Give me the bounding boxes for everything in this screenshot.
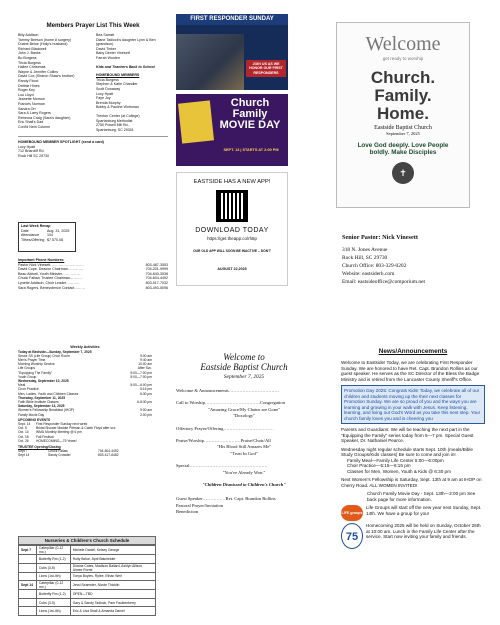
activity-name: Youth Group	[18, 374, 37, 379]
contact-line: Rock Hill, SC 29730	[342, 255, 388, 261]
activity-time: 6:30 pm	[140, 391, 152, 396]
nursery-room: Butterfly Rm (1-2)	[36, 590, 70, 599]
order-line: Welcome & Announcements……………………………	[176, 388, 280, 393]
nursery-date: Sept 7	[19, 546, 37, 555]
last-week-box	[18, 222, 76, 252]
activity-name: Men, Ladies, Youth and Children Classes	[18, 391, 79, 396]
upcoming-date: Oct. 18	[18, 434, 29, 439]
activity-name: Choir Practice	[18, 387, 39, 392]
nursery-title: Nurseries & Children's Church Schedule	[18, 536, 156, 545]
phone-number: 704-840-3538	[145, 271, 168, 276]
news-title: News/Announcements	[378, 348, 448, 355]
phone-number: 803-493-5096	[145, 285, 168, 290]
news-wednesday: Wednesday night regular schedule starts Sept. 10th (meals/Bible Study Groups/Kids classes) Be sure to come and join in!	[341, 446, 473, 457]
upcoming-event: Fall Festival	[36, 434, 54, 439]
contact-line: Email: eastsideoffice@comporium.net	[342, 279, 426, 285]
nursery-workers: Michele Daniel, Kelsey George	[70, 546, 155, 555]
prayer-name: David Tinker	[96, 46, 116, 51]
order-line: "Doxology"	[232, 413, 256, 419]
phone-name: Chuck Fallaw, Trustee Chairman……….	[18, 276, 82, 281]
order-line: Guest Speaker……………Ret. Capt. Brandon Rollins	[176, 496, 276, 502]
prayer-name: Conf'd Next Column	[18, 124, 51, 129]
prayer-name: Baby Dexter Vinesett	[96, 51, 130, 56]
nursery-row	[19, 590, 156, 599]
activity-name: Senior SS (Life Group) Choir Room	[18, 353, 70, 358]
nursery-room: Lions (1st-4th)	[36, 572, 70, 581]
spotlight-line: Rock Hill SC 29730	[18, 154, 50, 159]
recap-label: Tithes/Offering	[21, 237, 45, 242]
trustee-date: Sept 7	[18, 449, 28, 454]
wednesday-item: Classes for Men, Women, Youth & Kids @ 6:30 pm	[347, 468, 451, 474]
activity-time: 9:00 am	[140, 408, 152, 413]
app-note: OUR OLD APP WILL SOON BE INACTIVE – DON'T	[193, 249, 271, 253]
qr-code-icon	[216, 190, 248, 222]
spotlight-line: Lucy Hyatt	[18, 144, 35, 149]
nursery-row	[19, 563, 156, 572]
activity-time: 5:00—7:00 pm	[130, 374, 152, 379]
movie-screen	[178, 100, 214, 143]
activity-time: 6-8:30 pm	[137, 400, 152, 405]
nursery-room: Cubs (3-5)	[36, 598, 70, 607]
news-homecoming: Homecoming 2025 will be held on Sunday, October 26th at 10:00 am. Lunch in the Family Life Center after the service. Start now inviting your family and friends.	[366, 523, 481, 539]
order-line: Benediction	[176, 509, 199, 515]
prayer-name: Bo Burgess	[18, 55, 37, 60]
cover-date: September 7, 2025	[386, 131, 420, 136]
phone-number: 803-487-3553	[145, 262, 168, 267]
phone-number: 803-517-7032	[145, 280, 168, 285]
app-title: EASTSIDE HAS A NEW APP!	[193, 179, 271, 185]
trustee-phone: 803-417-6482	[98, 453, 119, 458]
wednesday-item: Family Meal—Family Life Center 5:00—6:00pm	[347, 457, 444, 463]
nursery-workers: Holly Belue, April Batchelder	[70, 555, 155, 564]
kids-title: Kids and Teachers Back to School	[96, 64, 155, 69]
activity-time: 2:00 pm	[140, 412, 152, 417]
trustee-title: TRUSTEE Opening/Closing	[18, 445, 61, 450]
recap-value: Aug. 31, 2025	[47, 228, 70, 233]
activity-time: 9:40 am	[140, 358, 152, 362]
app-poster	[176, 172, 288, 286]
trustee-date: Sept 14	[18, 453, 30, 458]
activity-name: Men's Prayer Time	[18, 358, 46, 362]
prayer-name: Tricia Burgess	[18, 60, 41, 65]
app-download: DOWNLOAD TODAY	[195, 227, 269, 234]
activity-name: Morning Worship Service	[18, 362, 55, 367]
news-life: Life Groups will start off the new year next Sunday, Sept. 14th. We have a group for you!	[366, 505, 482, 516]
cover-slogan-1: Love God deeply. Love People	[357, 142, 449, 149]
promotion-box	[341, 385, 485, 424]
order-welcome: Welcome to	[223, 352, 265, 362]
phone-name: Lynette Addison, Choir Leader…………	[18, 280, 81, 285]
fr-title: FIRST RESPONDER SUNDAY	[176, 14, 288, 25]
prayer-name: Richard Blackwell	[18, 46, 47, 51]
activity-heading: Saturday, September 13, 2025	[18, 404, 65, 409]
phone-number: 704-604-4492	[145, 276, 168, 281]
activity-time: 5:00—7:00 pm	[130, 370, 152, 375]
prayer-name: Rebecca Craig (Sara's daughter)	[18, 115, 71, 120]
prayer-name: Billy Addison	[18, 33, 39, 37]
movie-date: SEPT. 13 | STARTS AT 2:00 PM	[223, 148, 279, 152]
activity-name: "Equipping The Family"	[18, 370, 53, 375]
upcoming-date: Sept. 14	[18, 422, 31, 427]
trustee-row	[18, 453, 152, 457]
activity-time: 5:15 pm	[140, 387, 152, 392]
phone-name: Sara Rogers, Benevolence Contact………	[18, 285, 86, 290]
prayer-name: Hallee Christmas	[18, 65, 46, 70]
nursery-room: Lions (1st-4th)	[36, 607, 70, 616]
activity-name: Meal	[18, 383, 26, 388]
nursery-workers: Tonya Boyles, Rylee, Ethan Weir	[70, 572, 155, 581]
order-line: Praise/Worship……………………Praise/Choir/All	[176, 438, 271, 444]
nursery-date: Sept 14	[19, 581, 37, 590]
prayer-name: Diane Tadlock's daughter Lynn & Ben (grandson)	[96, 37, 156, 47]
nursery-room: Caterpillar (0-12 mo.)	[36, 581, 70, 590]
news-promo: Promotion Day 2025: Congrats Kids! Today, we celebrate all of our children and students moving up the their next classes for Promotion Sunday. We are so proud of you and the ways you are learning and growing in your walk with Jesus. Keep listening, learning, and living out God's Word as you take this next step. Your church family loves you and is cheering you	[344, 388, 481, 421]
order-date: September 7, 2025	[223, 374, 265, 380]
order-line: "Trust In God"	[230, 450, 258, 456]
activity-row	[18, 413, 152, 417]
recap-label: Date	[21, 228, 29, 233]
activities-title: Weekly Activities	[70, 345, 100, 349]
activity-heading: Wednesday, September 10, 2025	[18, 379, 69, 384]
prayer-name: Randy Flood	[18, 78, 39, 83]
spotlight-line: 712 Briarcliff Rd.	[18, 149, 45, 154]
nursery-date	[19, 563, 37, 572]
prayer-left-column	[18, 33, 90, 132]
homebound-member: Scott Dunaway	[96, 86, 121, 91]
phones-title: Important Phone Numbers:	[18, 258, 65, 262]
nursery-room: Caterpillar (0-12 mo.)	[36, 546, 70, 555]
order-line: Call to Worship………………………………Congregation	[176, 400, 286, 406]
upcoming-date: Oct. 5	[18, 426, 27, 431]
nursery-workers: Jessi Seamster, Nicole Thicklin	[70, 581, 155, 590]
nursery-row	[19, 555, 156, 564]
upcoming-date: Oct. 26	[18, 438, 29, 443]
activity-name: Life Groups	[18, 366, 36, 371]
cover-card	[336, 22, 470, 208]
first-responder-poster	[176, 14, 288, 90]
facility-line: Spartanburg, SC 29301	[96, 127, 134, 132]
order-church: Eastside Baptist Church	[200, 362, 288, 372]
homebound-member: Faye Joy	[96, 96, 111, 101]
nursery-row	[19, 598, 156, 607]
prayer-name: Farrah Wooten	[96, 55, 120, 60]
upcoming-event: HOMECOMING—75 Years!	[36, 438, 77, 443]
spotlight-title: HOMEBOUND MEMBER SPOTLIGHT (send a card)	[18, 140, 104, 145]
last-week-title: Last Week Recap	[21, 224, 51, 228]
activity-name: Women's Fellowship Breakfast (IHOP)	[18, 408, 75, 413]
facility-line: Trenton Center (at College)	[96, 113, 140, 118]
app-date: AUGUST 22,2025	[217, 267, 247, 271]
prayer-name: Sandra Orr	[18, 106, 36, 111]
contact-line: Website: eastsiderh.com	[342, 271, 395, 277]
activity-time: 9:00 am	[140, 353, 152, 358]
recap-value: $7,570.08	[47, 237, 63, 242]
homebound-title: HOMEBOUND MEMBERS	[96, 73, 140, 78]
prayer-name: Debbie Hines	[18, 83, 40, 88]
upcoming-row	[18, 439, 152, 443]
prayer-name: Roger Key	[18, 88, 35, 93]
homebound-member: Bobby & Pauline Workman	[96, 105, 139, 110]
prayer-right-column	[96, 33, 168, 132]
homebound-member: Stephen & Katie Chandler	[96, 82, 138, 87]
activity-time: 10:00 am	[138, 362, 152, 367]
phone-name: Beau Abbott, Youth Minister……………	[18, 271, 81, 276]
trustee-name: Sandy Crowder	[48, 453, 71, 458]
order-line: Special……………………………………………	[176, 463, 268, 469]
app-url: https://get.theapp.co/rh8p	[207, 236, 257, 241]
fr-photo	[176, 34, 244, 90]
prayer-name: Duane Belue (Holly's husband)	[18, 42, 68, 47]
order-of-worship	[176, 352, 312, 516]
movie-title: Church Family MOVIE DAY	[219, 97, 281, 131]
nursery-date	[19, 572, 37, 581]
nursery-workers: Eric & Lisa Shall & Amanda Daniel	[70, 607, 155, 616]
wednesday-item: Choir Practice—5:15—6:15 pm	[347, 463, 411, 468]
activity-name: Faith Bible Institute Classes	[18, 400, 59, 405]
prayer-name: Eric Shall's Dad	[18, 120, 44, 125]
nursery-room: Butterfly Rm (1-2)	[36, 555, 70, 564]
prayer-name: Tammy Beeson (home 8 surgery)	[18, 37, 72, 42]
cover-home: Home.	[377, 104, 429, 123]
phone-name: David Cope, Deacon Chairman………….	[18, 267, 84, 272]
lifegroups-logo-icon: LIFE groups	[341, 505, 363, 521]
prayer-name: John J. Banks	[18, 51, 41, 56]
cover-welcome: Welcome	[365, 33, 441, 55]
facility-line: 2750 Powell Mill Rd.,	[96, 123, 130, 128]
news-parents: Parents and Guardians: We will be teaching the next part in the "Equipping the Family" series today from 5—7 pm. Special Guest Speaker, Dr. Nathaniel Pearce.	[341, 427, 474, 443]
upcoming-date: Oct. 14	[18, 430, 29, 435]
news-panel	[341, 348, 485, 549]
nursery-workers: OPEN—TBD	[70, 590, 155, 599]
pastor-info	[342, 234, 492, 286]
order-line: "You've Already Won."	[222, 469, 266, 475]
news-welcome: Welcome to Eastside! Today, we are celebrating First Responder Sunday. We are honored to have Ret. Capt. Brandon Rollins as our guest speaker. He serves as the SC Director of the Bless the Badge Ministry and is retired from the Lancaster County Sheriff's Office.	[341, 360, 480, 382]
phone-number: 704-201-9999	[145, 267, 168, 272]
nursery-date	[19, 598, 37, 607]
nursery-room: Cubs (3-5)	[36, 563, 70, 572]
homebound-member: Tricia Burgess	[96, 77, 119, 82]
order-line: "Amazing Grace/My Chains are Gone"	[207, 406, 281, 412]
order-line: Offertory Prayer/Offering……………………………	[176, 425, 274, 431]
news-movie: Church Family Movie Day - Sept. 13th—2:00 pm See back page for more information.	[367, 491, 476, 502]
nursery-date	[19, 555, 37, 564]
nursery-workers: Dianne Cates, Madison Ballard, Ashlyn Allison, Aimee Rorrie	[70, 563, 155, 572]
recap-label: Attendance	[21, 233, 40, 238]
church-logo-icon: ✝	[392, 162, 414, 184]
activity-heading: Today at Eastside—Sunday, September 7, 2025	[18, 349, 92, 354]
recap-row	[21, 238, 73, 243]
cover-slogan-2: boldly. Make Disciples	[369, 149, 437, 156]
fr-honor: JOIN US AS WE HONOR OUR FIRST RESPONDERS	[246, 60, 286, 77]
prayer-name: David Cox (Sharon Shaw's brother)	[18, 74, 75, 79]
upcoming-event: WMU Monthly Meeting @ 6 pm	[36, 430, 82, 435]
cover-tag: get ready to worship	[382, 56, 424, 61]
news-women: Next Women's Fellowship is Saturday, Sept. 13th at 9 am at IHOP on Cherry Road. ALL WOMEN INVITED!	[341, 477, 482, 488]
upcoming-event: Bridal Shower Maddie Pittman & Caleb Floyd after svc	[36, 426, 116, 431]
nursery-row	[19, 581, 156, 590]
cover-family: Family.	[374, 86, 432, 105]
homecoming-badge-icon: 75	[341, 523, 363, 549]
prayer-name: Jeanette Morrow	[18, 97, 45, 102]
upcoming-event: First Responder Sunday next week	[36, 422, 88, 427]
activity-heading: Thursday, September 11, 2025	[18, 395, 66, 400]
pastor-label: Senior Pastor: Nick Vinesett	[342, 234, 418, 241]
nursery-row	[19, 572, 156, 581]
contact-line: Church Office: 803-329-0202	[342, 263, 407, 269]
nursery-row	[19, 607, 156, 616]
order-line: "His Blood Still Amazes Me"	[216, 444, 272, 450]
contact-line: 318 N. Jones Avenue	[342, 247, 388, 253]
trustee-name: Chuck Fallaw	[48, 449, 68, 454]
cover-church: Church.	[370, 68, 436, 87]
prayer-name: Wayne & Jennifer Collins	[18, 69, 59, 74]
nursery-date	[19, 590, 37, 599]
homebound-member: Brenda Murphy	[96, 100, 121, 105]
cover-name: Eastside Baptist Church	[374, 125, 432, 131]
nursery-row	[19, 546, 156, 555]
prayer-name: Bea Sarratt	[96, 33, 115, 37]
upcoming-title: UPCOMING EVENTS	[18, 417, 51, 422]
nursery-date	[19, 607, 37, 616]
facility-line: Spartanburg Methodist	[96, 118, 133, 123]
phone-row	[18, 286, 168, 291]
order-line: Pastoral Prayer/Invitation	[176, 502, 224, 508]
homebound-member: Lucy Hyatt	[96, 91, 113, 96]
prayer-name: Frances Norman	[18, 101, 45, 106]
activity-time: 5:00—6:00 pm	[130, 383, 152, 388]
movie-day-poster	[176, 94, 288, 166]
nursery-workers: Gary & Sandy Tadlock, Pam Faulkenberry	[70, 598, 155, 607]
prayer-name: Sara & Larry Rogers	[18, 111, 51, 116]
weekly-activities	[18, 345, 152, 458]
nursery-schedule	[18, 536, 156, 616]
prayer-name: Lou Lloyd	[18, 92, 34, 97]
phone-numbers	[18, 258, 168, 290]
activity-time: After Svc.	[137, 366, 152, 371]
phone-name: Pastor Nick Vinesett……………………….	[18, 262, 84, 267]
activity-name: Family Movie Day	[18, 412, 45, 417]
order-line: "Children Dismissed to Children's Church"	[202, 482, 286, 488]
trustee-phone: 704-604-4492	[98, 449, 119, 454]
recap-value: 104	[47, 233, 53, 238]
prayer-list-title: Members Prayer List This Week	[46, 22, 140, 29]
